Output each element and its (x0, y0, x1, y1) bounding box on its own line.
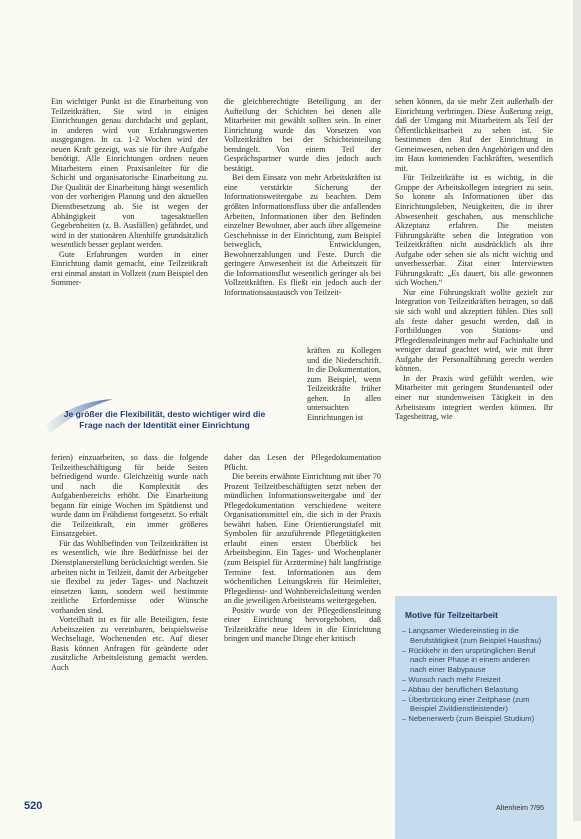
paragraph: Positiv wurde von der Pflegedienstleitung einer Einrichtung hervorgehoben, daß Teilzeitkräfte neue Ideen in die Einrichtung bringen und manche Dinge eher kritisch (224, 605, 381, 644)
article-column-2-lower (224, 453, 381, 644)
paragraph: die gleichberechtigte Beteiligung an der Aufteilung der Schichten bei denen alle Mitarbeiter mit gewählt sollten sein. In einer Einrichtung wurde das Vorsetzen von Vollzeitkräften bei der Schichteinteilung bemängelt. Von einem Teil der Gesprächspartner wurde dies jedoch auch bestätigt. (224, 97, 381, 173)
paragraph: Für das Wohlbefinden von Teilzeitkräften ist es wesentlich, wie ihre Bedürfnisse bei der Dienstplanerstellung berücksichtigt werden. Sie arbeiten nicht in Teilzeit, damit der Arbeitgeber sie flexibel zu jeder Tages- und Nachtzeit einsetzen kann, sondern weil bestimmte zeitliche Erfordernisse oder Wünsche vorhanden sind. (51, 538, 208, 615)
page-number: 520 (24, 800, 43, 812)
pull-quote-line-1: Je größer die Flexibilität, desto wichtiger wird die (63, 409, 266, 419)
list-item: – Überbrückung einer Zeitphase (zum Beispiel Zivildienstleistender) (402, 695, 547, 715)
article-column-2-narrow (307, 346, 381, 422)
issue-label: Altenheim 7/95 (496, 803, 544, 812)
paragraph: Gute Erfahrungen wurden in einer Einrichtung damit gemacht, eine Teilzeitkraft erst einmal anstatt in Vollzeit (zum Beispiel den Sommer- (51, 249, 208, 288)
paragraph: kräften zu Kollegen und die Niederschrift. In die Dokumentation, zum Beispiel, wenn Teilzeitkräfte früher gehen. In allen untersuchten Einrichtungen ist (307, 346, 381, 422)
paragraph: sehen können, da sie mehr Zeit außerhalb der Einrichtung verbringen. Diese Äußerung zeigt, daß der Umgang mit Mitarbeitern als Teil der Öffentlichkeitsarbeit zu sehen ist. Sie bestimmen den Ruf der Einrichtung in Gemeinwesen, neben den Angehörigen und den im Haus kommenden Fachkräften, wesentlich mit. (395, 97, 553, 173)
paragraph: daher das Lesen der Pflegedokumentation Pflicht. (224, 453, 381, 472)
list-item: – Abbau der beruflichen Belastung (402, 685, 547, 695)
sidebar-title: Motive für Teilzeitarbeit (405, 610, 498, 620)
paragraph: ferien) einzuarbeiten, so dass die folgende Teilzeitbeschäftigung für beide Seiten befriedigend wurde. Gleichzeitig wurde nach und nach die Komplexität des Aufgabenbereichs erhöht. Die Einarbeitung begann für einige Wochen im Spätdienst und wurde dann im Frühdienst fortgesetzt. So erhält die Teilzeitkraft, ein immer größeres Einsatzgebiet. (51, 453, 208, 539)
paragraph: Ein wichtiger Punkt ist die Einarbeitung von Teilzeitkräften. Sie wird in einigen Einrichtungen genau durchdacht und geplant, in anderen wird von Erfahrungswerten ausgegangen. In ca. 1-2 Wochen wird der neuen Kraft gezeigt, was sie für ihre Aufgabe benötigt. Alle Einrichtungen ordnen neuen Mitarbeitern einen Praxisanleiter für die Schicht und organisatorische Einarbeitung zu. Die Qualität der Einarbeitung hängt wesentlich von der vorherigen Planung und den aktuellen Dienstbesetzung ab. Sie ist wegen der Abhängigkeit von tagesaktuellen Gegebenheiten (z. B. Ausfällen) gefährdet, und wird in der stationären Altenhilfe grundsätzlich wesentlich besser geplant werden. (51, 97, 208, 250)
article-column-2 (224, 97, 381, 297)
list-item: – Rückkehr in den ursprünglichen Beruf nach einer Phase in einem anderen nach einer Babypause (402, 646, 547, 675)
list-item: – Wunsch nach mehr Freizeit (402, 675, 547, 685)
paragraph: Nur eine Führungskraft wollte gezielt zur Integration von Teilzeitkräften betragen, so daß sie sich wohl und akzeptiert fühlen. Dies soll als feste daher gesucht werden, daß in Fortbildungen von Stations- und Pflegedienstleitungen mehr auf Fachinhalte und weniger darauf geachtet wird, wie mit ihrer Aufgabe der Personalführung gerecht werden können. (395, 287, 553, 374)
article-column-1-lower (51, 453, 208, 673)
paragraph: Bei dem Einsatz von mehr Arbeitskräften ist eine verstärkte Sicherung der Informationsweitergabe zu beachten. Dem größten Informationsfluss über die anfallenden Arbeiten, Informationen über den Befinden einzelner Bewohner, aber auch über allgemeine Geschehnisse in der Einrichtung, zum Beispiel beiweglich, Entwicklungen, Bewohnerzahlungen und Feste. Durch die geringere Anwesenheit ist die Arbeitszeit für die Informationsflut wesentlich geringer als bei Vollzeitkräften. Es fließt ein jedoch auch der Informationsaustausch von Teilzeit- (224, 173, 381, 297)
sidebar-list (402, 626, 547, 724)
list-item: – Langsamer Wiedereinstieg in die Berufstätigkeit (zum Beispiel Hausfrau) (402, 626, 547, 646)
paragraph: Für Teilzeitkräfte ist es wichtig, in die Gruppe der Arbeitskollegen integriert zu sein. So konnte als Informationen über das Einrichtungsleben, Neuigkeiten, die in ihrer Abwesenheit geschahen, aus menschliche Akzeptanz erfahren. Die meisten Führungskräfte sehen die Integration von Teilzeitkräften nicht ausdrücklich als ihre Aufgabe oder sehen sie als nicht wichtig und unverbesserbar. Zitat einer Interviewten Führungskraft: „Es dauert, bis alle gewonnen sich Wochen.“ (395, 173, 553, 288)
pull-quote (62, 409, 267, 431)
list-item: – Nebenerwerb (zum Beispiel Studium) (402, 714, 547, 724)
paragraph: In der Praxis wird gefühlt werden, wie Mitarbeiter mit geringem Stundenanteil oder einer nur stundenweisen Tätigkeit in den Arbeitsteam integriert werden können. Ihr Tagesbeitrag, wie (395, 373, 553, 422)
paragraph: Vorteilhaft ist es für alle Beteiligten, feste Arbeitszeiten zu vereinbaren, beispielsweise Wechseltage, Wochenenden etc. Auf dieser Basis können Anfragen für geänderte oder zusätzliche Arbeitsleistung gemacht werden. Auch (51, 615, 208, 673)
paragraph: Die bereits erwähnte Einrichtung mit über 70 Prozent Teilzeitbeschäftigten setzt neben der mündlichen Informationsweitergabe und der Pflegedokumentation verschiedene weitere Organisationsmittel ein, die sich in der Praxis bewährt haben. Eine Orientierungstafel mit Symbolen für anzuführende Pflegetätigkeiten erlaubt einen ersten Überblick bei Arbeitsbeginn. Ein Tages- und Wochenplaner (zum Beispiel für Arzttermine) hält langfristige Termine fest. Informationen aus dem wöchentlichen Leitungskreis für Heimleiter, Pflegedienst- und Wohnbereichsleitung werden an die jeweiligen Arbeitsteams weitergegeben. (224, 472, 381, 606)
article-column-1 (51, 97, 208, 288)
article-column-3 (395, 97, 553, 422)
scan-edge (573, 0, 581, 821)
pull-quote-line-2: Frage nach der Identität einer Einrichtung (79, 420, 250, 430)
